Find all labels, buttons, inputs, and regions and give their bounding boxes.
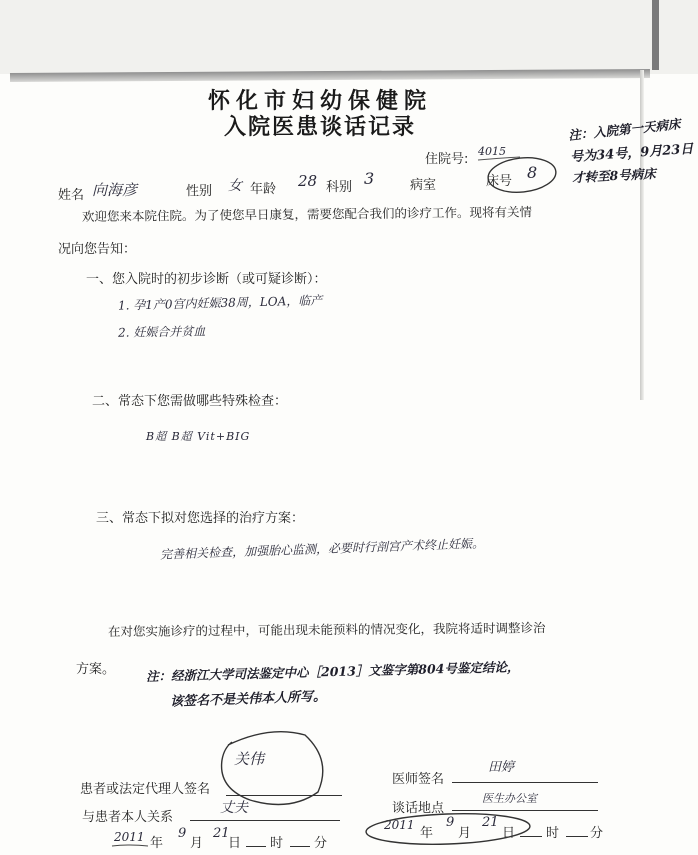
gender-value: 女	[228, 178, 242, 194]
right-date-day: 21	[482, 815, 499, 830]
form-title: 入院医患谈话记录	[223, 115, 416, 140]
doctor-underline	[452, 782, 598, 783]
adjust-line2: 方案。	[76, 662, 116, 677]
right-date-year: 2011	[384, 818, 415, 832]
exam-value: B超 B超 Vit+BIG	[146, 430, 251, 443]
admission-no-value: 4015	[478, 145, 506, 158]
patient-rep-signature: 关伟	[234, 750, 265, 768]
adjust-line1: 在对您实施诊疗的过程中，可能出现未能预料的情况变化，我院将适时调整诊治	[107, 620, 546, 639]
bottom-note-line1: 注：经浙江大学司法鉴定中心［2013］文鉴字第804号鉴定结论，	[145, 659, 520, 684]
doctor-signature: 田婷	[488, 760, 515, 775]
right-date-year-label: 年	[420, 826, 434, 841]
top-note-line1: 注：入院第一天病床	[567, 116, 682, 143]
left-date-year-label: 年	[150, 836, 164, 851]
hospital-name: 怀化市妇幼保健院	[207, 89, 432, 114]
exam-title: 二、常态下您需做哪些特殊检查：	[92, 394, 288, 409]
place-label: 谈话地点	[392, 801, 445, 816]
age-value: 28	[298, 172, 318, 190]
intro-line1: 欢迎您来本院住院。为了使您早日康复，需要您配合我们的诊疗工作。现将有关情	[81, 204, 533, 224]
left-year-underline	[112, 845, 148, 846]
diagnosis-title: 一、您入院时的初步诊断（或可疑诊断）：	[86, 272, 327, 287]
left-hour-blank	[246, 846, 266, 847]
top-note-line3: 才转至8号病床	[571, 165, 657, 186]
right-date-month-label: 月	[458, 826, 472, 841]
scan-top-strip	[0, 0, 698, 74]
left-date-day-label: 日	[228, 836, 242, 851]
relation-label: 与患者本人关系	[82, 810, 174, 825]
gender-label: 性别	[186, 184, 213, 199]
diagnosis-line2: 2. 妊娠合并贫血	[117, 324, 206, 340]
department-value: 3	[364, 169, 375, 188]
left-date-hour-label: 时	[270, 836, 284, 851]
top-note-line2: 号为34号，9月23日	[569, 141, 694, 166]
left-date-day: 21	[213, 826, 230, 841]
doctor-label: 医师签名	[392, 772, 445, 787]
left-date-month-label: 月	[190, 836, 204, 851]
right-date-hour-label: 时	[546, 826, 560, 841]
bed-value: 8	[527, 163, 538, 182]
age-label: 年龄	[250, 182, 277, 197]
admission-no-label: 住院号:	[425, 152, 469, 167]
left-minute-blank	[290, 846, 310, 847]
right-date-day-label: 日	[502, 826, 516, 841]
name-label: 姓名	[58, 188, 85, 203]
left-date-year: 2011	[114, 830, 145, 844]
bottom-note-line2: 该签名不是关伟本人所写。	[169, 689, 327, 710]
patient-rep-label: 患者或法定代理人签名	[80, 782, 211, 797]
diagnosis-line1: 1. 孕1产0宫内妊娠38周，LOA，临产	[117, 293, 323, 313]
left-date-minute-label: 分	[314, 836, 328, 851]
treatment-title: 三、常态下拟对您选择的治疗方案：	[96, 511, 305, 526]
department-label: 科别	[326, 180, 353, 195]
ward-label: 病室	[410, 178, 437, 193]
place-value: 医生办公室	[482, 792, 537, 805]
right-minute-blank	[566, 836, 588, 837]
relation-value: 丈夫	[220, 800, 248, 816]
name-value: 向海彦	[92, 181, 138, 199]
right-hour-blank	[520, 836, 542, 837]
relation-underline	[190, 820, 340, 821]
right-date-month: 9	[446, 815, 455, 830]
treatment-value: 完善相关检查，加强胎心监测，必要时行剖宫产术终止妊娠。	[159, 536, 485, 562]
patient-rep-underline	[226, 795, 342, 796]
place-underline	[452, 810, 598, 811]
left-date-month: 9	[178, 826, 187, 841]
intro-line2: 况向您告知：	[58, 242, 137, 257]
paper-right-edge	[652, 0, 659, 70]
bed-label: 床号	[486, 174, 513, 189]
right-date-minute-label: 分	[590, 826, 604, 841]
